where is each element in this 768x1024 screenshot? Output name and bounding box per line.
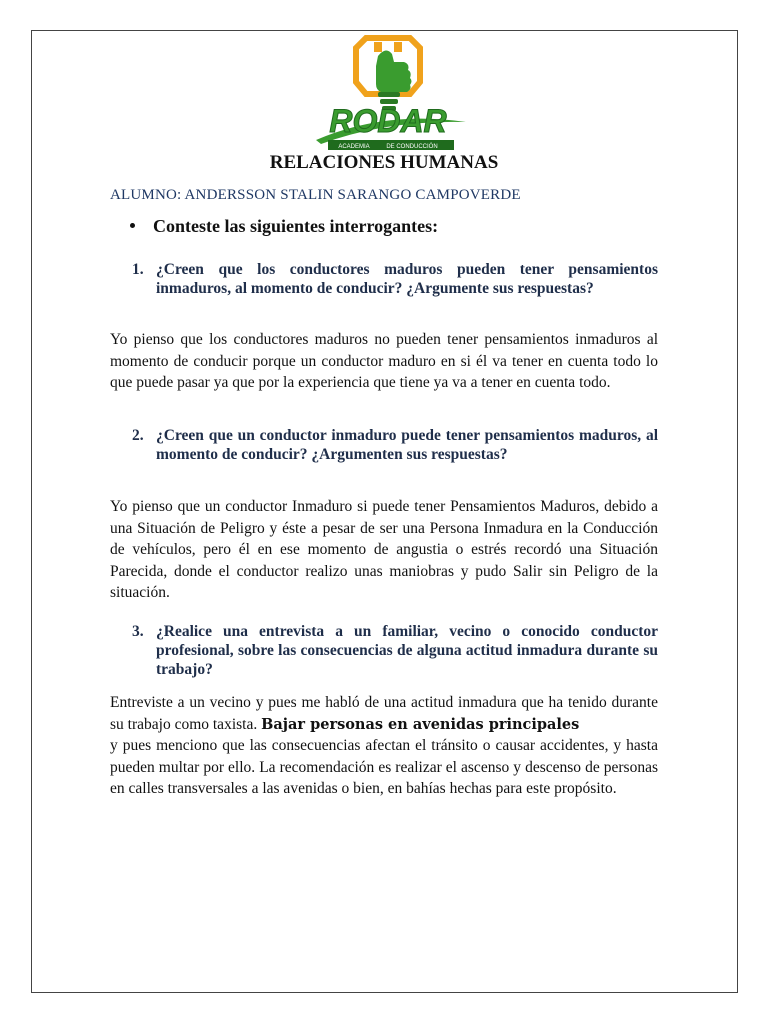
instruction-bullet — [130, 216, 438, 237]
answer-2: Yo pienso que un conductor Inmaduro si puede tener Pensamientos Maduros, debido a una Situación de Peligro y éste a pesar de ser una Persona Inmadura en la Conducción de vehículos, pero él en ese momento de angustia o estrés recordó una Situación Parecida, donde el conductor realizo unas maniobras y pudo Salir sin Peligro de la situación. — [110, 498, 658, 601]
instruction-text: Conteste las siguientes interrogantes: — [153, 216, 439, 236]
question-1 — [132, 260, 658, 298]
logo-brand-text: RODAR — [329, 103, 447, 139]
answer-3-highlight: Bajar personas en avenidas principales — [261, 715, 580, 733]
question-number: 2. — [132, 427, 144, 444]
question-2 — [132, 426, 658, 464]
page-title: RELACIONES HUMANAS — [269, 152, 499, 173]
logo-subtitle-left: ACADEMIA — [338, 144, 370, 150]
question-3 — [132, 622, 658, 679]
question-text: ¿Creen que los conductores maduros pueden tener pensamientos inmaduros, al momento de conducir? ¿Argumente sus respuestas? — [156, 261, 658, 297]
bullet-icon — [130, 223, 135, 228]
student-name: ALUMNO: ANDERSSON STALIN SARANGO CAMPOVERDE — [110, 187, 521, 203]
answer-1: Yo pienso que los conductores maduros no pueden tener pensamientos inmaduros al momento de conducir porque un conductor maduro en si él va tener en cuenta todo lo que puede pasar ya que por la experiencia que tiene ya va a tener en cuenta todo. — [110, 331, 658, 391]
question-text: ¿Realice una entrevista a un familiar, vecino o conocido conductor profesional, sobre las consecuencias de alguna actitud inmadura durante su trabajo? — [156, 623, 658, 678]
question-number: 3. — [132, 623, 144, 640]
answer-3-detail: y pues menciono que las consecuencias afectan el tránsito o causar accidentes, y hasta pueden multar por ello. La recomendación es realizar el ascenso y descenso de personas en calles transversales a las avenidas o bien, en bahías hechas para este propósito. — [110, 737, 658, 797]
question-text: ¿Creen que un conductor inmaduro puede tener pensamientos maduros, al momento de conducir? ¿Argumenten sus respuestas? — [156, 427, 658, 463]
answer-3 — [110, 692, 658, 800]
rodar-logo — [308, 28, 468, 158]
question-number: 1. — [132, 261, 144, 278]
logo-subtitle-right: DE CONDUCCIÓN — [386, 144, 438, 150]
lightbulb-thumb-icon — [356, 38, 420, 111]
answer-3-intro: Entreviste a un vecino y pues me habló de una actitud inmadura que ha tenido durante su trabajo como taxista. — [110, 694, 658, 733]
